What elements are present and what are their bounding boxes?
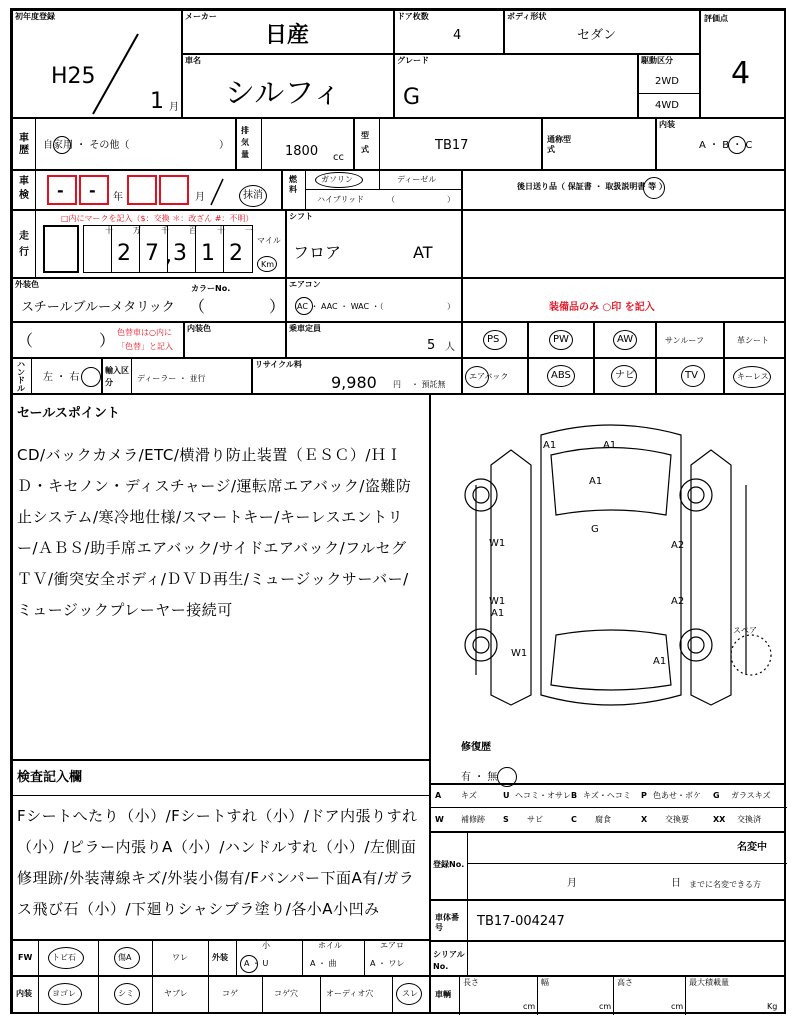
dim-width-unit: cm (599, 1002, 612, 1011)
footer-item: シミ (118, 989, 134, 998)
displacement-unit: cc (333, 152, 344, 163)
capacity-cell (286, 322, 462, 358)
equipment-header-cell (462, 278, 786, 322)
import-cell (102, 358, 252, 394)
equip-keyless (724, 358, 786, 394)
equip-label: エアバック (469, 372, 509, 381)
interior-color-cell (184, 322, 286, 358)
doors-value: 4 (453, 28, 462, 43)
maker-label: メーカー (185, 12, 217, 21)
equipment-header: 装備品のみ ○印 を記入 (549, 302, 655, 313)
legend-code: X (641, 815, 648, 824)
mileage-digit: 1 (201, 241, 215, 266)
legend-desc: 補修跡 (461, 815, 485, 824)
equip-circle (483, 330, 507, 350)
car-name-cell (182, 54, 394, 118)
equip-aw (594, 322, 656, 358)
equip-airbag (462, 358, 528, 394)
sales-point-title: セールスポイント (17, 406, 120, 421)
dim-height-unit: cm (671, 1002, 684, 1011)
dim-length-unit: cm (523, 1002, 536, 1011)
equip-label: 革シート (737, 336, 769, 345)
equip-leather (724, 322, 786, 358)
inspection-notes-section (12, 760, 430, 940)
first-reg-year: H25 (51, 64, 96, 89)
drive-4wd: 4WD (655, 100, 679, 111)
equip-label: キーレス (737, 372, 769, 381)
damage-mark: A1 (491, 608, 505, 619)
equip-label: PW (553, 334, 569, 345)
footer-item: ヤブレ (164, 989, 188, 998)
capacity-label: 乗車定員 (289, 324, 321, 333)
equip-circle (547, 365, 575, 387)
mileage-digit: 3 (173, 241, 187, 266)
inspection-notes-text: Fシートへたり（小）/Fシートすれ（小）/ドア内張りすれ（小）/ピラー内張りA（小）/ハンドルすれ（小）/左側面修理跡/外装薄線キズ/外装小傷有/Fバンパー下面A有/ガラス飛び石（小）/下廻りシャシブラ塗り/各小A小凹み (17, 807, 418, 918)
grade-cell (394, 54, 638, 118)
damage-mark: W1 (511, 648, 528, 659)
documents-extra (462, 210, 786, 278)
equip-circle (549, 330, 573, 350)
model-value: TB17 (435, 138, 469, 153)
equip-label: ナビ (615, 370, 635, 381)
fuel-gasoline: ガソリン (321, 175, 353, 184)
model-cell (354, 118, 542, 170)
serial-label: シリアルNo. (433, 950, 465, 971)
dim-width: 幅 (541, 978, 549, 987)
history-cell (12, 118, 236, 170)
dim-max-load: 最大積載量 (689, 978, 729, 987)
inspection-cell (12, 170, 282, 210)
legend-desc: キズ (461, 791, 477, 800)
legend-desc: ガラスキズ (731, 791, 771, 800)
footer-circle (114, 983, 140, 1005)
dimensions-cell (430, 976, 786, 1014)
handle-cell (12, 358, 102, 394)
color-change-note-1: 色替車は○内に (117, 328, 172, 337)
aircon-label: エアコン (289, 280, 321, 289)
registration-month: 月 (567, 878, 577, 889)
damage-mark: G (591, 524, 599, 535)
wheel-label: ホイル (318, 941, 342, 950)
footer-item: ヨゴレ (52, 989, 76, 998)
auction-sheet (10, 8, 786, 1014)
gasoline-circle (315, 172, 363, 188)
damage-mark: W1 (489, 538, 506, 549)
maker-cell (182, 10, 394, 54)
inspection-expired: 抹消 (243, 190, 263, 201)
size-value: A ・ U (244, 959, 269, 968)
fuel-paren-close: ） (447, 195, 455, 204)
documents-circle (643, 177, 665, 199)
aircon-paren-close: ） (447, 302, 455, 311)
exterior-color-value: スチールブルーメタリック (21, 300, 175, 315)
footer-item: コゲ (222, 989, 238, 998)
interior-grade-circle (728, 136, 746, 154)
footer-item: ワレ (172, 953, 188, 962)
legend-desc: ヘコミ・オサレ (515, 791, 571, 800)
unit-km: Km (261, 260, 275, 269)
footer-label: 外装 (212, 953, 228, 962)
footer-circle (48, 983, 82, 1005)
legend-desc: 交換要 (665, 815, 689, 824)
vin-label: 車体番号 (435, 913, 459, 932)
footer-circle (396, 983, 422, 1005)
registration-deadline: までに名変できる方 (689, 880, 761, 889)
damage-mark: A1 (603, 440, 617, 451)
legend-code: P (641, 791, 647, 800)
mileage-mark-box (43, 225, 79, 273)
unit-label: 百 (189, 226, 197, 235)
footer-item: スレ (402, 989, 418, 998)
wheel-value: A ・ 曲 (310, 959, 337, 968)
legend-code: W (435, 815, 444, 824)
legend-code: C (571, 815, 577, 824)
legend-code: B (571, 791, 578, 800)
aero-value: A ・ ワレ (370, 959, 405, 968)
color-change-note-2: 「色替」と記入 (117, 342, 173, 351)
spare-label: スペア (733, 626, 757, 635)
interior-color-label: 内装色 (187, 324, 211, 333)
recycle-label: リサイクル料 (255, 360, 302, 369)
color-change-paren-open: （ (17, 331, 34, 350)
repair-value: 有 ・ 無 (461, 772, 498, 783)
dim-length: 長さ (463, 978, 479, 987)
vin-value: TB17-004247 (477, 914, 565, 929)
equip-abs (528, 358, 594, 394)
interior-grade-cell (656, 118, 786, 170)
equip-circle (613, 330, 637, 350)
mileage-digit: 2 (229, 241, 243, 266)
common-model-label: 通称型式 (547, 135, 571, 154)
inspection-dash-2: - (89, 181, 96, 200)
dim-load-unit: Kg (767, 1002, 778, 1011)
damage-mark: A2 (671, 596, 685, 607)
footer-item: オーディオ穴 (326, 989, 374, 998)
interior-label: 内装 (659, 120, 675, 129)
footer-label: FW (18, 953, 33, 962)
mileage-label: 走行 (19, 231, 29, 258)
body-type-label: ボディ形状 (507, 12, 547, 21)
shift-value: フロア (293, 243, 342, 262)
repair-label: 修復歴 (461, 742, 491, 753)
equip-circle (733, 366, 771, 388)
legend-desc: 交換済 (737, 815, 761, 824)
damage-mark: W1 (489, 596, 506, 607)
equip-tv (656, 358, 724, 394)
unit-label: 十 (105, 226, 113, 235)
exterior-color-label: 外装色 (15, 280, 39, 289)
equip-pw (528, 322, 594, 358)
car-diagram-section (430, 394, 786, 784)
unit-mile: マイル (257, 236, 281, 245)
footer-item: トビ石 (52, 953, 76, 962)
fuel-hybrid: ハイブリッド (317, 195, 365, 204)
legend-code: G (713, 791, 720, 800)
footer-item: コゲ穴 (274, 989, 298, 998)
drive-2wd: 2WD (655, 76, 679, 87)
equip-sunroof (656, 322, 724, 358)
grade-label: グレード (397, 56, 429, 65)
shift-label: シフト (289, 212, 313, 221)
handle-value: 左 ・ 右 (43, 372, 80, 383)
km-circle (257, 256, 277, 272)
damage-mark: A1 (543, 440, 557, 451)
inspection-notes-title: 検査記入欄 (17, 770, 83, 785)
displacement-cell (236, 118, 354, 170)
color-no-label: カラーNo. (191, 284, 231, 293)
import-value: ディーラー ・ 並行 (137, 374, 206, 383)
mileage-note: □内にマークを記入（$：交換 ＊：改ざん #：不明） (61, 214, 254, 223)
recycle-cell (252, 358, 462, 394)
dim-label: 車輌 (435, 990, 451, 999)
color-change-paren-close: ） (99, 331, 116, 350)
legend-code: A (435, 791, 442, 800)
doors-label: ドア枚数 (397, 12, 429, 21)
footer-item: 傷A (118, 953, 132, 962)
legend-desc: 腐食 (595, 815, 611, 824)
score-cell (700, 10, 786, 118)
color-no-paren-open: （ (189, 297, 206, 316)
color-change-cell (12, 322, 184, 358)
shift-type: AT (413, 243, 433, 262)
maker-value: 日産 (265, 23, 310, 48)
color-no-paren-close: ） (269, 297, 286, 316)
grade-value: G (403, 85, 421, 110)
inspection-slash (209, 177, 225, 207)
inspection-label: 車検 (19, 176, 29, 201)
fuel-cell (282, 170, 462, 210)
equip-label: サンルーフ (665, 336, 704, 345)
footer-circle (48, 947, 84, 969)
aircon-circle (295, 297, 313, 315)
capacity-unit: 人 (445, 342, 455, 353)
car-name-value: シルフィ (225, 76, 342, 111)
first-reg-month: 1 (150, 89, 164, 114)
footer-circle (114, 947, 140, 969)
score-value: 4 (731, 56, 751, 91)
unit-label: 千 (161, 226, 169, 235)
legend-desc: 色あせ・ボケ (653, 791, 701, 800)
mileage-comma: , (165, 243, 172, 268)
doors-cell (394, 10, 504, 54)
legend-code: S (503, 815, 509, 824)
fuel-diesel: ディーゼル (397, 175, 437, 184)
vin-cell (430, 900, 786, 942)
equip-circle (611, 365, 637, 387)
fuel-label: 燃料 (289, 175, 297, 194)
body-type-value: セダン (577, 28, 617, 43)
car-name-label: 車名 (185, 56, 201, 65)
name-change: 名変中 (737, 842, 767, 853)
expired-circle (239, 185, 267, 207)
equip-ps (462, 322, 528, 358)
drive-cell (638, 54, 700, 118)
aero-label: エアロ (380, 941, 404, 950)
footer-label: 内装 (16, 989, 32, 998)
legend-code: XX (713, 815, 726, 824)
inspection-box-3 (127, 175, 157, 205)
common-model-cell (542, 118, 656, 170)
fuel-paren-open: （ (387, 195, 395, 204)
equip-circle (681, 365, 705, 387)
damage-mark: A2 (671, 540, 685, 551)
equip-label: TV (685, 370, 698, 381)
legend-desc: キズ・ヘコミ (583, 791, 631, 800)
inspection-box-4 (159, 175, 189, 205)
equip-circle (465, 366, 489, 388)
unit-label: 一 (245, 226, 253, 235)
history-circle (53, 136, 71, 154)
unit-label: 十 (217, 226, 225, 235)
size-label: 小 (262, 941, 270, 950)
capacity-value: 5 (427, 338, 436, 353)
slash-line (83, 29, 143, 119)
unit-label: 万 (133, 226, 141, 235)
handle-circle (81, 367, 101, 387)
first-reg-cell (12, 10, 182, 118)
equip-navi (594, 358, 656, 394)
sales-point-section (12, 394, 430, 760)
serial-cell (430, 940, 786, 976)
legend-desc: サビ (527, 815, 543, 824)
inspection-month-unit: 月 (195, 192, 205, 203)
recycle-deposit: ・ 預託無 (411, 380, 446, 389)
documents-text: 後日送り品（ 保証書 ・ 取扱説明書 等 ） (517, 182, 667, 191)
history-value: 自家用 ・ その他（ (43, 140, 130, 151)
damage-mark: A1 (589, 476, 603, 487)
footer-circle (240, 955, 258, 973)
inspection-dash-1: - (57, 181, 64, 200)
dim-height: 高さ (617, 978, 633, 987)
mileage-digit: 2 (117, 241, 131, 266)
recycle-amount: 9,980 (331, 373, 377, 392)
registration-day: 日 (671, 878, 681, 889)
drive-label: 駆動区分 (641, 56, 673, 65)
damage-mark: A1 (653, 656, 667, 667)
shift-cell (286, 210, 462, 278)
recycle-unit: 円 (393, 380, 401, 389)
registration-cell (430, 832, 786, 900)
documents-cell (462, 170, 786, 210)
aircon-options: AC ・ AAC ・ WAC ・（ (297, 302, 384, 311)
first-reg-month-unit: 月 (169, 102, 179, 113)
interior-grade: A ・ B ・ C (699, 140, 753, 151)
displacement-value: 1800 (285, 144, 319, 159)
sales-point-text: CD/バックカメラ/ETC/横滑り防止装置（ＥＳＣ）/ＨＩＤ・キセノン・ディスチャージ/運転席エアバック/盗難防止システム/寒冷地仕様/スマートキー/キーレスエントリー/ＡＢＳ/助手席エアバック/サイドエアバック/フルセグＴＶ/衝突安全ボディ/ＤＶＤ再生/ミュージックサーバー/ミュージックプレーヤー接続可 (17, 446, 412, 619)
inspection-year-unit: 年 (113, 192, 123, 203)
equip-label: ABS (551, 370, 571, 381)
score-label: 評価点 (704, 14, 728, 23)
equip-label: AW (617, 334, 634, 345)
displacement-label: 排気量 (241, 126, 249, 159)
equip-label: PS (487, 334, 500, 345)
history-close: ） (219, 140, 229, 151)
legend-table (430, 784, 786, 832)
history-label: 車歴 (19, 133, 29, 156)
handle-label: ハンドル (17, 360, 25, 393)
mileage-cell (12, 210, 286, 278)
body-type-cell (504, 10, 700, 54)
import-label: 輸入区分 (105, 366, 129, 387)
first-reg-label: 初年度登録 (15, 12, 55, 21)
aircon-cell (286, 278, 462, 322)
legend-code: U (503, 791, 510, 800)
exterior-color-cell (12, 278, 286, 322)
model-label: 型式 (361, 131, 369, 154)
mileage-digit: 7 (145, 241, 159, 266)
registration-label: 登録No. (433, 860, 465, 869)
